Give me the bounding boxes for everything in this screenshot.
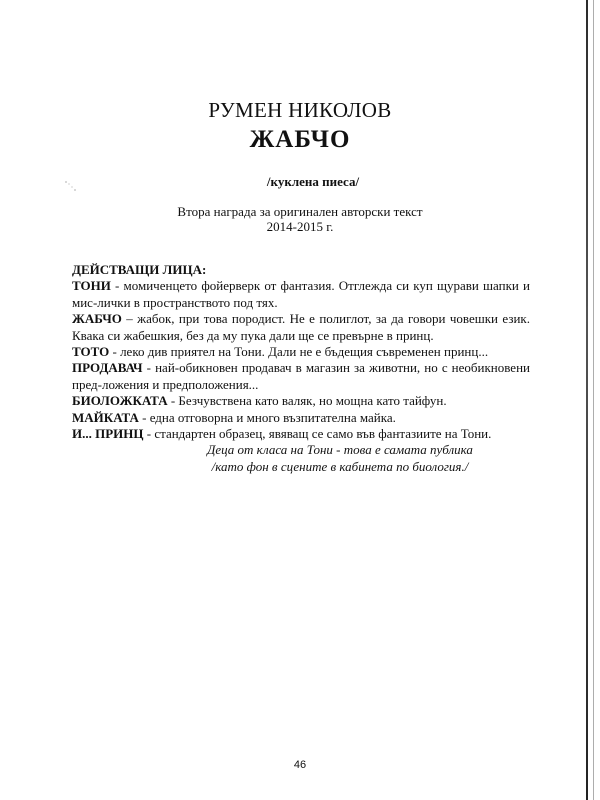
cast-entry-biolozhkata <box>72 393 530 409</box>
character-description: - стандартен образец, явяващ се само във фантазиите на Тони. <box>143 426 492 442</box>
cast-entry-zhabcho <box>72 311 530 344</box>
award-year: 2014-2015 г. <box>266 219 334 234</box>
character-description: - момиченцето фойерверк от фантазия. Отглежда си куп щурави шапки и мис-лички в пространството под тях. <box>72 278 530 310</box>
character-description: - Безчувствена като валяк, но мощна като тайфун. <box>167 393 447 409</box>
page-number: 46 <box>293 759 307 771</box>
cast-entry-toni <box>72 278 530 311</box>
cast-entry-prodavach <box>72 360 530 393</box>
character-name: МАЙКАТА <box>72 409 139 425</box>
character-description: - леко див приятел на Тони. Дали не е бъдещия съвременен принц... <box>109 344 489 360</box>
character-description: – жабок, при това породист. Не е полиглот, за да говори човешки език. Квака си жабешкия, без да му пука дали ще се превърне в принц. <box>72 311 530 343</box>
cast-heading: ДЕЙСТВАЩИ ЛИЦА: <box>72 262 207 277</box>
award-block <box>0 204 600 234</box>
cast-list <box>72 262 530 475</box>
play-title: ЖАБЧО <box>249 126 351 153</box>
cast-entry-prints <box>72 426 530 442</box>
character-name: ТОТО <box>72 344 110 360</box>
character-name: БИОЛОЖКАТА <box>72 393 168 409</box>
character-description: - най-обикновен продавач в магазин за животни, но с необикновени пред-ложения и предположения... <box>72 360 530 392</box>
audience-note-line2: /като фон в сцените в кабинета по биология./ <box>211 458 469 474</box>
character-name: И... ПРИНЦ <box>72 426 144 442</box>
character-name: ЖАБЧО <box>72 311 122 327</box>
character-description: - една отговорна и много възпитателна майка. <box>138 409 396 425</box>
play-subtitle: /куклена пиеса/ <box>266 174 360 189</box>
cast-entry-maykata <box>72 410 530 426</box>
cast-entry-toto <box>72 344 530 360</box>
award-text: Втора награда за оригинален авторски текст <box>177 204 423 219</box>
author-name: РУМЕН НИКОЛОВ <box>208 98 392 122</box>
character-name: ТОНИ <box>72 278 111 294</box>
character-name: ПРОДАВАЧ <box>72 360 143 376</box>
audience-note-line1: Деца от класа на Тони - това е самата публика <box>207 442 473 458</box>
